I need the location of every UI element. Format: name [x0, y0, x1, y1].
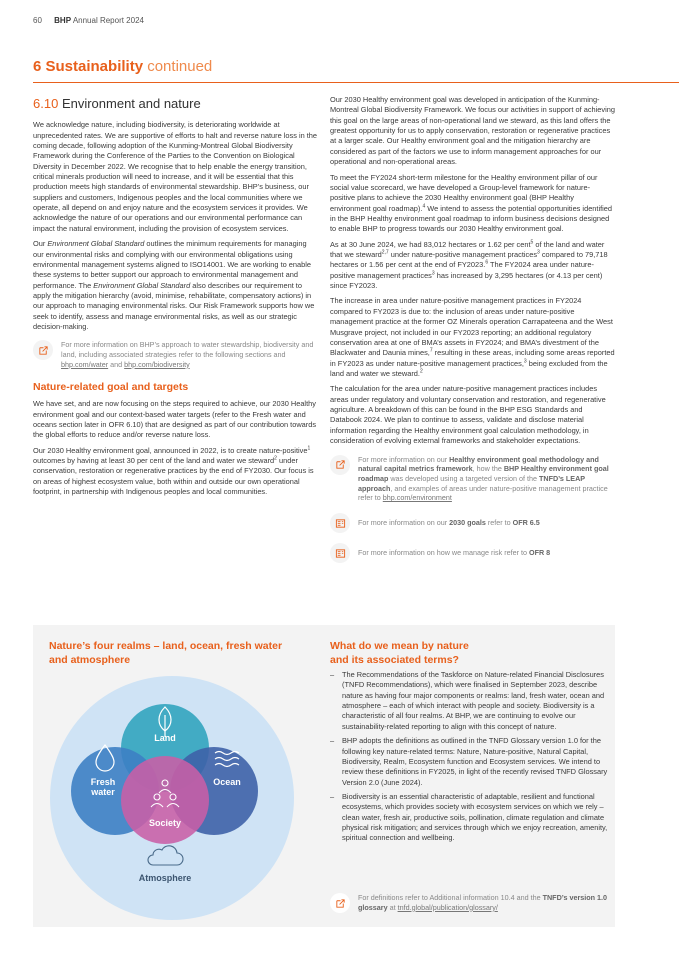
- goal-heading: Nature-related goal and targets: [33, 380, 189, 393]
- right-column: [330, 95, 615, 573]
- ofr-8-link[interactable]: OFR 8: [528, 548, 551, 558]
- info-note: For more information on our 2030 goals refer to OFR 6.5: [330, 513, 615, 533]
- section-title-text: 6 Sustainability: [33, 58, 144, 75]
- biodiversity-link[interactable]: bhp.com/biodiversity: [124, 359, 190, 369]
- info-note: For more information on BHP’s approach to water stewardship, biodiversity and land, including associated strategies refer to the following sections and bhp.com/water and bhp.com/biodiversity: [33, 340, 318, 369]
- list-item: – The Recommendations of the Taskforce on Nature-related Financial Disclosures (TNFD Recommendations), which were finalised in September 2023, describe nature as having four major components or realms: land, fresh water, ocean and atmosphere – each of which interact with people and society. Biodiversity is a characteristic of all four realms. At BHP, we are continuing to evolve our sustainability-related reporting to align with this concept of nature.: [330, 670, 605, 731]
- info-note: For definitions refer to Additional information 10.4 and the TNFD’s version 1.0 glossary at tnfd.global/publication/glossary/: [330, 893, 615, 913]
- paragraph: Our 2030 Healthy environment goal, announced in 2022, is to create nature-positive$^1$ outcomes by having at least 30 per cent of the land and water we steward$^2$ under conservation, restoration or regenerative practices by the end of FY2030. Our focus is on areas of highest ecosystem value, both within and outside our own operational footprint, in partnership with Indigenous peoples and local communities.: [33, 445, 314, 497]
- fresh-water-label-line2: water: [91, 787, 115, 797]
- paragraph: To meet the FY2024 short-term milestone for the Healthy environment pillar of our social value scorecard, we have developed a Group-level framework for nature-positive plans to achieve the 2030 Healthy environment goal (BHP Healthy environment goal roadmap).$^4$ We intend to assess the potential opportunities identified in the BHP Healthy environment goal roadmap to inform business decisions designed to enable BHP to progress towards our 2030 Healthy environment goal.: [330, 172, 613, 234]
- info-note: For more information on how we manage risk refer to OFR 8: [330, 543, 615, 563]
- page-number: 60: [33, 16, 42, 25]
- paragraph: Our 2030 Healthy environment goal was developed in anticipation of the Kunming-Montreal Global Biodiversity Framework. We focus our activities in support of achieving this goal on the large areas of non-operational land we steward, as this land offers the greatest opportunity for us to apply conservation, restoration or regenerative practices at a larger scale. Our Healthy environment goal and the mitigation hierarchy are considered as part of the factors we use to inform management approaches for our operational and non-operational areas.: [330, 95, 615, 167]
- brand-name: BHP: [54, 16, 72, 25]
- external-link-icon: [33, 340, 53, 360]
- land-label: Land: [154, 733, 176, 743]
- info-note: For more information on our Healthy environment goal methodology and natural capital metrics framework, how the BHP Healthy environment goal roadmap was developed using a targeted version of the TNFD’s LEAP approach, and examples of areas under nature-positive management practice refer to bhp.com/environment: [330, 455, 615, 504]
- terms-title: What do we mean by nature and its associated terms?: [330, 640, 469, 666]
- environment-link[interactable]: bhp.com/environment: [382, 493, 452, 503]
- subsection-title: Environment and nature: [61, 96, 201, 111]
- water-link[interactable]: bhp.com/water: [61, 359, 109, 369]
- external-link-icon: [330, 893, 350, 913]
- ofr-6-5-link[interactable]: OFR 6.5: [512, 518, 540, 528]
- fresh-water-label-line1: Fresh: [90, 777, 116, 787]
- paragraph: The increase in area under nature-positive management practices in FY2024 compared to FY2023 is due to: the inclusion of areas under nature-positive management practice at the former OZ Minerals operation Carrapateena and the West Musgrave project, not included in our FY2023 reporting; an additional regulatory conservation area at one of BMA’s assets in FY2024; and BMA’s divestment of the Blackwater and Daunia mines,$^7$ resulting in these areas, including some areas reported in FY2023 as under nature-positive management practices,$^3$ being excluded from the land and water we steward.$^2$: [330, 296, 615, 378]
- subsection-number: 6.10: [33, 96, 59, 111]
- paragraph: As at 30 June 2024, we had 83,012 hectares or 1.62 per cent$^5$ of the land and water that we steward$^{2,7}$ under nature-positive management practices$^3$ compared to 79,718 hectares or 1.56 per cent at the end of FY2023.$^6$ The FY2024 area under nature-positive management practices$^3$ has increased by 3,295 hectares (or 4.13 per cent) since FY2023.: [330, 239, 608, 291]
- society-label: Society: [148, 818, 182, 828]
- society-circle: [121, 756, 209, 844]
- page-header: [33, 16, 144, 25]
- external-link-icon: [330, 455, 350, 475]
- section-title: [33, 58, 212, 75]
- four-realms-diagram: [47, 673, 297, 923]
- paragraph: The calculation for the area under nature-positive management practices includes areas under regulatory and voluntary conservation and restoration, and regenerative agriculture. A breakdown of this can be found in the BHP ESG Standards and Databook 2024. We plan to continue to assess, validate and disclose material information regarding the Healthy environment goal calculation methodology, in consideration of evolving external frameworks and stakeholder expectations.: [330, 384, 606, 446]
- document-icon: [330, 543, 350, 563]
- atmosphere-label: Atmosphere: [138, 873, 192, 883]
- section-continued: continued: [147, 58, 213, 75]
- document-icon: [330, 513, 350, 533]
- list-item: – Biodiversity is an essential characteristic of adaptable, resilient and functional ecosystems, which provides society with ecosystem services on which we rely – clean water, fresh air, productive soils, pollination, climate regulation and climate physical risk mitigation; and services through which we enjoy recreation, amenity, spiritual connection and wellbeing.: [330, 791, 608, 843]
- report-name: Annual Report 2024: [72, 16, 144, 25]
- terms-list: [330, 670, 610, 848]
- paragraph: We have set, and are now focusing on the steps required to achieve, our 2030 Healthy environment goal and our context-based water targets (refer to the Fresh water and oceans section later in OFR 6.10) that are designed as part of our contribution towards the global efforts to reduce and/or reverse nature loss.: [33, 399, 317, 440]
- paragraph: Our Environment Global Standard outlines the minimum requirements for managing our environmental risks and complying with our environmental obligations using environmental management systems aligned to ISO14001. We are working to enable these systems to better support our approach to environmental management and performance. The Environment Global Standard also describes our requirement to apply the mitigation hierarchy (avoid, minimise, rehabilitate, compensatory actions) in our approach to managing environmental risks. Our Risk Framework supports how we seek to identify, assess and manage environmental risks, as well as our strategic decision-making.: [33, 239, 315, 332]
- title-divider: [33, 82, 679, 83]
- list-item: – BHP adopts the definitions as outlined in the TNFD Glossary version 1.0 for the following key nature-related terms: Nature, Nature-positive, Natural Capital, Biodiversity, Realm, Ecosystem function and Ecosystem services. We intend to review these definitions in FY2025, in light of the recently revised TNFD Glossary Version 2.0 (June 2024).: [330, 736, 608, 787]
- subsection-heading: [33, 95, 318, 113]
- ocean-label: Ocean: [213, 777, 241, 787]
- paragraph: We acknowledge nature, including biodiversity, is deteriorating worldwide at unprecedented rates. We are supportive of efforts to halt and reverse nature loss in the coming decade, following adoption of the Kunming-Montreal Global Biodiversity Framework during the Conference of the Parties to the Convention on Biological Diversity in December 2022. We recognise that to help enable the energy transition, critical minerals production will need to increase, and it will be essential that this production meets high standards of environmental stewardship. BHP’s business, our suppliers and customers, Indigenous peoples and the local communities where we operate, all depend on and enjoy nature and the ecosystem services it provides. We acknowledge the nature of our operations and our environmental performance can impact the natural environment, including the provision of ecosystem services.: [33, 120, 318, 233]
- tnfd-glossary-link[interactable]: tnfd.global/publication/glossary/: [397, 902, 498, 912]
- left-column: [33, 95, 318, 502]
- realms-title: Nature’s four realms – land, ocean, fresh water and atmosphere: [49, 640, 283, 666]
